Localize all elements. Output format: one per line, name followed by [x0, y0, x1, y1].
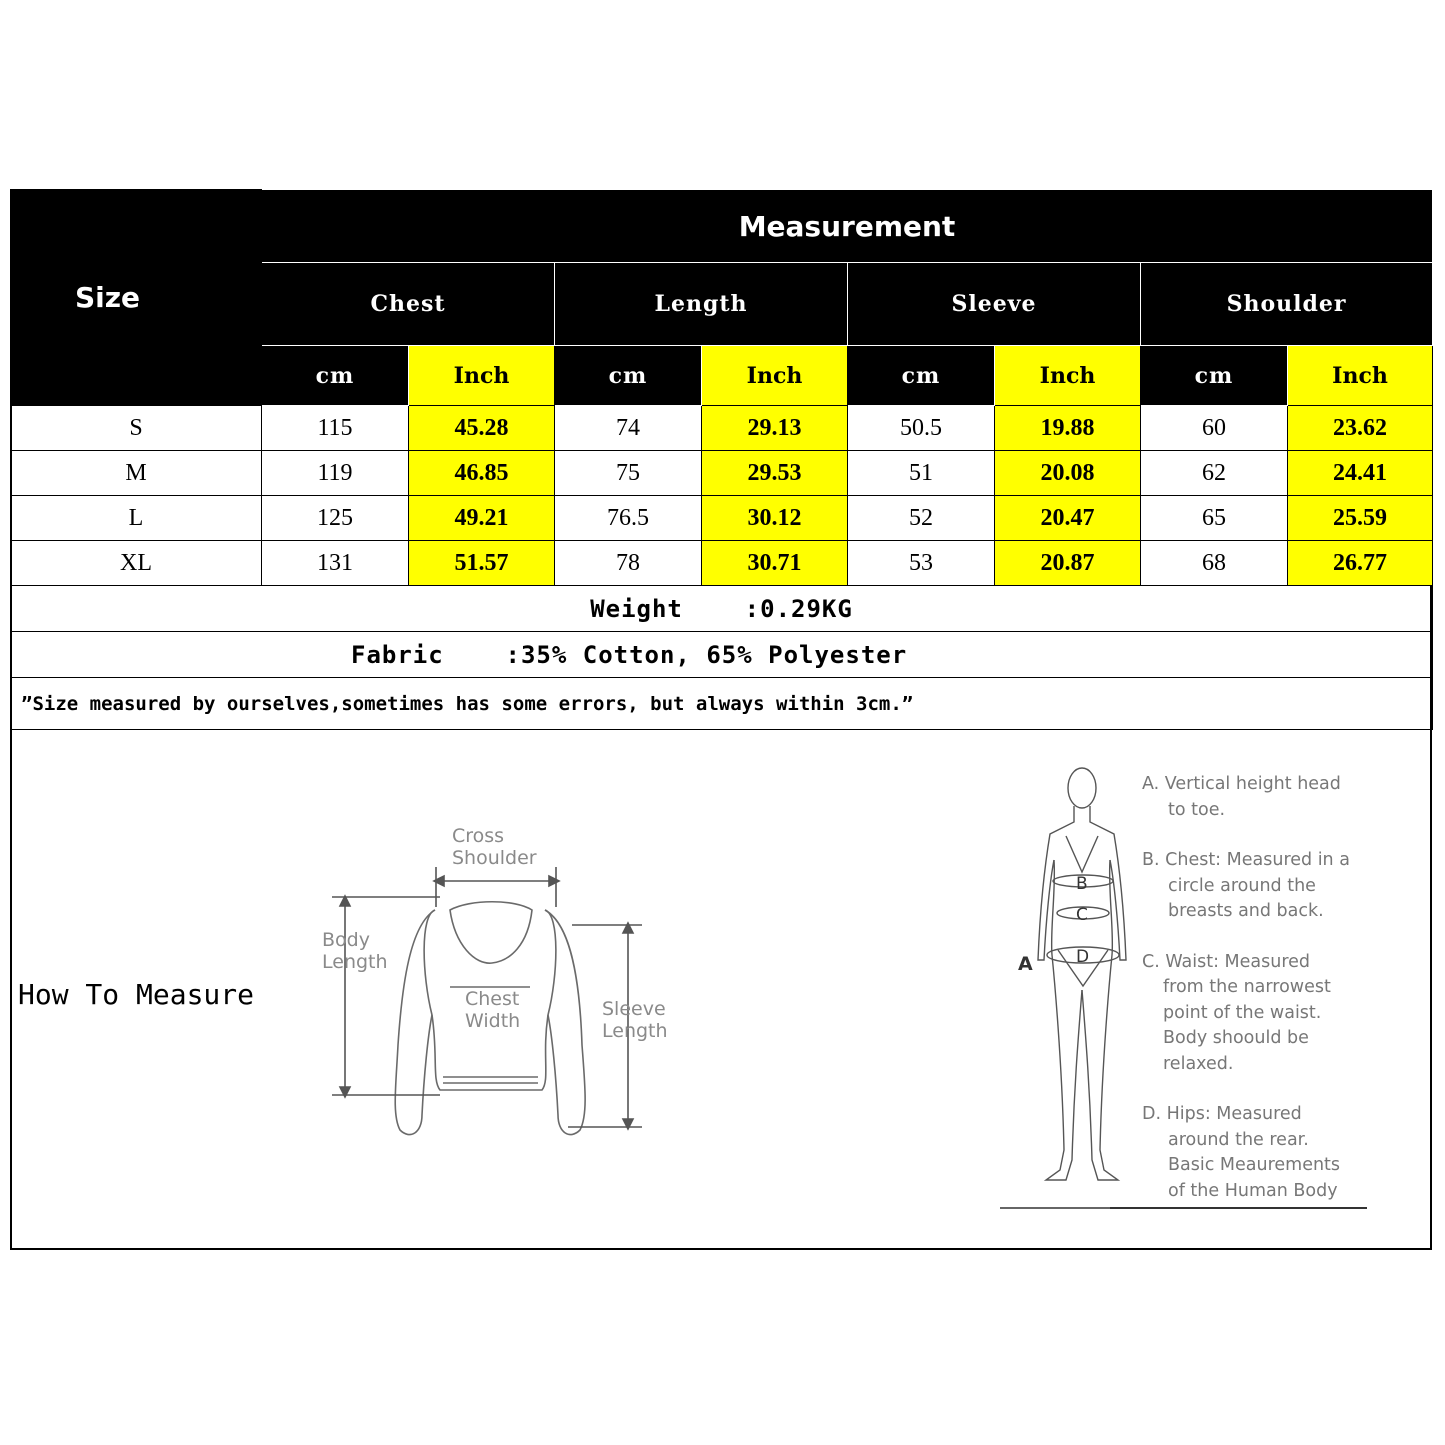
inch-value-cell: 20.08 — [995, 451, 1141, 496]
unit-inch-sleeve: Inch — [995, 346, 1141, 406]
inch-value-cell: 29.53 — [702, 451, 848, 496]
cm-value-cell: 60 — [1141, 406, 1288, 451]
inch-value-cell: 30.12 — [702, 496, 848, 541]
inch-value-cell: 49.21 — [409, 496, 555, 541]
legend-item — [1142, 950, 1382, 1078]
legend-item-line: around the rear. — [1168, 1129, 1309, 1150]
legend-item-title: D. Hips: Measured — [1142, 1104, 1302, 1124]
cm-value-cell: 50.5 — [848, 406, 995, 451]
inch-value-cell: 23.62 — [1288, 406, 1433, 451]
table-row — [11, 451, 1433, 496]
legend-item-line: Basic Meaurements — [1168, 1155, 1341, 1175]
cm-value-cell: 68 — [1141, 541, 1288, 586]
unit-cm-chest: cm — [262, 346, 409, 406]
cm-value-cell: 53 — [848, 541, 995, 586]
cm-value-cell: 75 — [555, 451, 702, 496]
legend-item — [1142, 772, 1382, 823]
size-cell: XL — [11, 541, 262, 586]
cross-shoulder-label-2: Shoulder — [452, 847, 537, 869]
legend-item — [1142, 1102, 1382, 1204]
inch-value-cell: 45.28 — [409, 406, 555, 451]
sleeve-length-label-1: Sleeve — [602, 998, 666, 1020]
chest-width-label-1: Chest — [465, 988, 520, 1010]
inch-value-cell: 19.88 — [995, 406, 1141, 451]
marker-c: C — [1076, 905, 1088, 925]
table-row — [11, 406, 1433, 451]
body-measure-legend — [1142, 772, 1382, 1229]
legend-item-line: of the Human Body — [1168, 1180, 1338, 1201]
cm-value-cell: 131 — [262, 541, 409, 586]
unit-cm-shoulder: cm — [1141, 346, 1288, 406]
size-note: ”Size measured by ourselves,sometimes has some errors, but always within 3cm.” — [11, 678, 1433, 730]
chest-width-label-2: Width — [465, 1010, 521, 1032]
unit-cm-sleeve: cm — [848, 346, 995, 406]
legend-item-line: circle around the — [1168, 875, 1316, 896]
fabric-row — [11, 632, 1433, 678]
size-cell: L — [11, 496, 262, 541]
size-cell: M — [11, 451, 262, 496]
inch-value-cell: 46.85 — [409, 451, 555, 496]
group-header-length: Length — [555, 263, 848, 346]
cm-value-cell: 65 — [1141, 496, 1288, 541]
unit-cm-length: cm — [555, 346, 702, 406]
legend-item-title: C. Waist: Measured — [1142, 951, 1311, 972]
human-body-icon — [1038, 768, 1126, 1180]
unit-inch-shoulder: Inch — [1288, 346, 1433, 406]
marker-a: A — [1018, 953, 1033, 975]
inch-value-cell: 25.59 — [1288, 496, 1433, 541]
size-table — [10, 189, 1433, 730]
weight-text: Weight :0.29KG — [590, 594, 853, 623]
group-header-chest: Chest — [262, 263, 555, 346]
cm-value-cell: 78 — [555, 541, 702, 586]
cross-shoulder-label-1: Cross — [452, 825, 505, 847]
cm-value-cell: 74 — [555, 406, 702, 451]
fabric-text: Fabric :35% Cotton, 65% Polyester — [351, 640, 908, 669]
inch-value-cell: 30.71 — [702, 541, 848, 586]
legend-item — [1142, 848, 1382, 925]
legend-item-line: from the narrowest — [1163, 977, 1331, 997]
legend-item-line: Body shoould be — [1163, 1028, 1309, 1048]
cm-value-cell: 119 — [262, 451, 409, 496]
inch-value-cell: 29.13 — [702, 406, 848, 451]
inch-value-cell: 20.47 — [995, 496, 1141, 541]
body-measure-diagram — [1000, 760, 1140, 1210]
legend-item-line: relaxed. — [1163, 1053, 1234, 1074]
measurement-header: Measurement — [262, 190, 1433, 263]
table-row — [11, 541, 1433, 586]
cm-value-cell: 115 — [262, 406, 409, 451]
body-length-label-1: Body — [322, 929, 370, 951]
legend-item-line: to toe. — [1168, 799, 1226, 820]
legend-item-title: A. Vertical height head — [1142, 774, 1341, 794]
group-header-sleeve: Sleeve — [848, 263, 1141, 346]
body-length-label-2: Length — [322, 951, 388, 973]
marker-d: D — [1076, 947, 1090, 967]
how-to-measure-label: How To Measure — [18, 978, 255, 1011]
inch-value-cell: 24.41 — [1288, 451, 1433, 496]
marker-b: B — [1076, 874, 1088, 894]
inch-value-cell: 26.77 — [1288, 541, 1433, 586]
size-header: Size — [11, 190, 262, 406]
cm-value-cell: 76.5 — [555, 496, 702, 541]
garment-measure-diagram — [310, 815, 690, 1145]
cm-value-cell: 51 — [848, 451, 995, 496]
legend-item-title: B. Chest: Measured in a — [1142, 850, 1350, 870]
cm-value-cell: 125 — [262, 496, 409, 541]
inch-value-cell: 51.57 — [409, 541, 555, 586]
inch-value-cell: 20.87 — [995, 541, 1141, 586]
table-row — [11, 496, 1433, 541]
legend-item-line: point of the waist. — [1163, 1002, 1322, 1023]
size-cell: S — [11, 406, 262, 451]
legend-item-line: breasts and back. — [1168, 901, 1324, 921]
group-header-shoulder: Shoulder — [1141, 263, 1433, 346]
unit-inch-length: Inch — [702, 346, 848, 406]
weight-row — [11, 586, 1433, 632]
sleeve-length-label-2: Length — [602, 1020, 668, 1042]
unit-inch-chest: Inch — [409, 346, 555, 406]
cm-value-cell: 52 — [848, 496, 995, 541]
cm-value-cell: 62 — [1141, 451, 1288, 496]
